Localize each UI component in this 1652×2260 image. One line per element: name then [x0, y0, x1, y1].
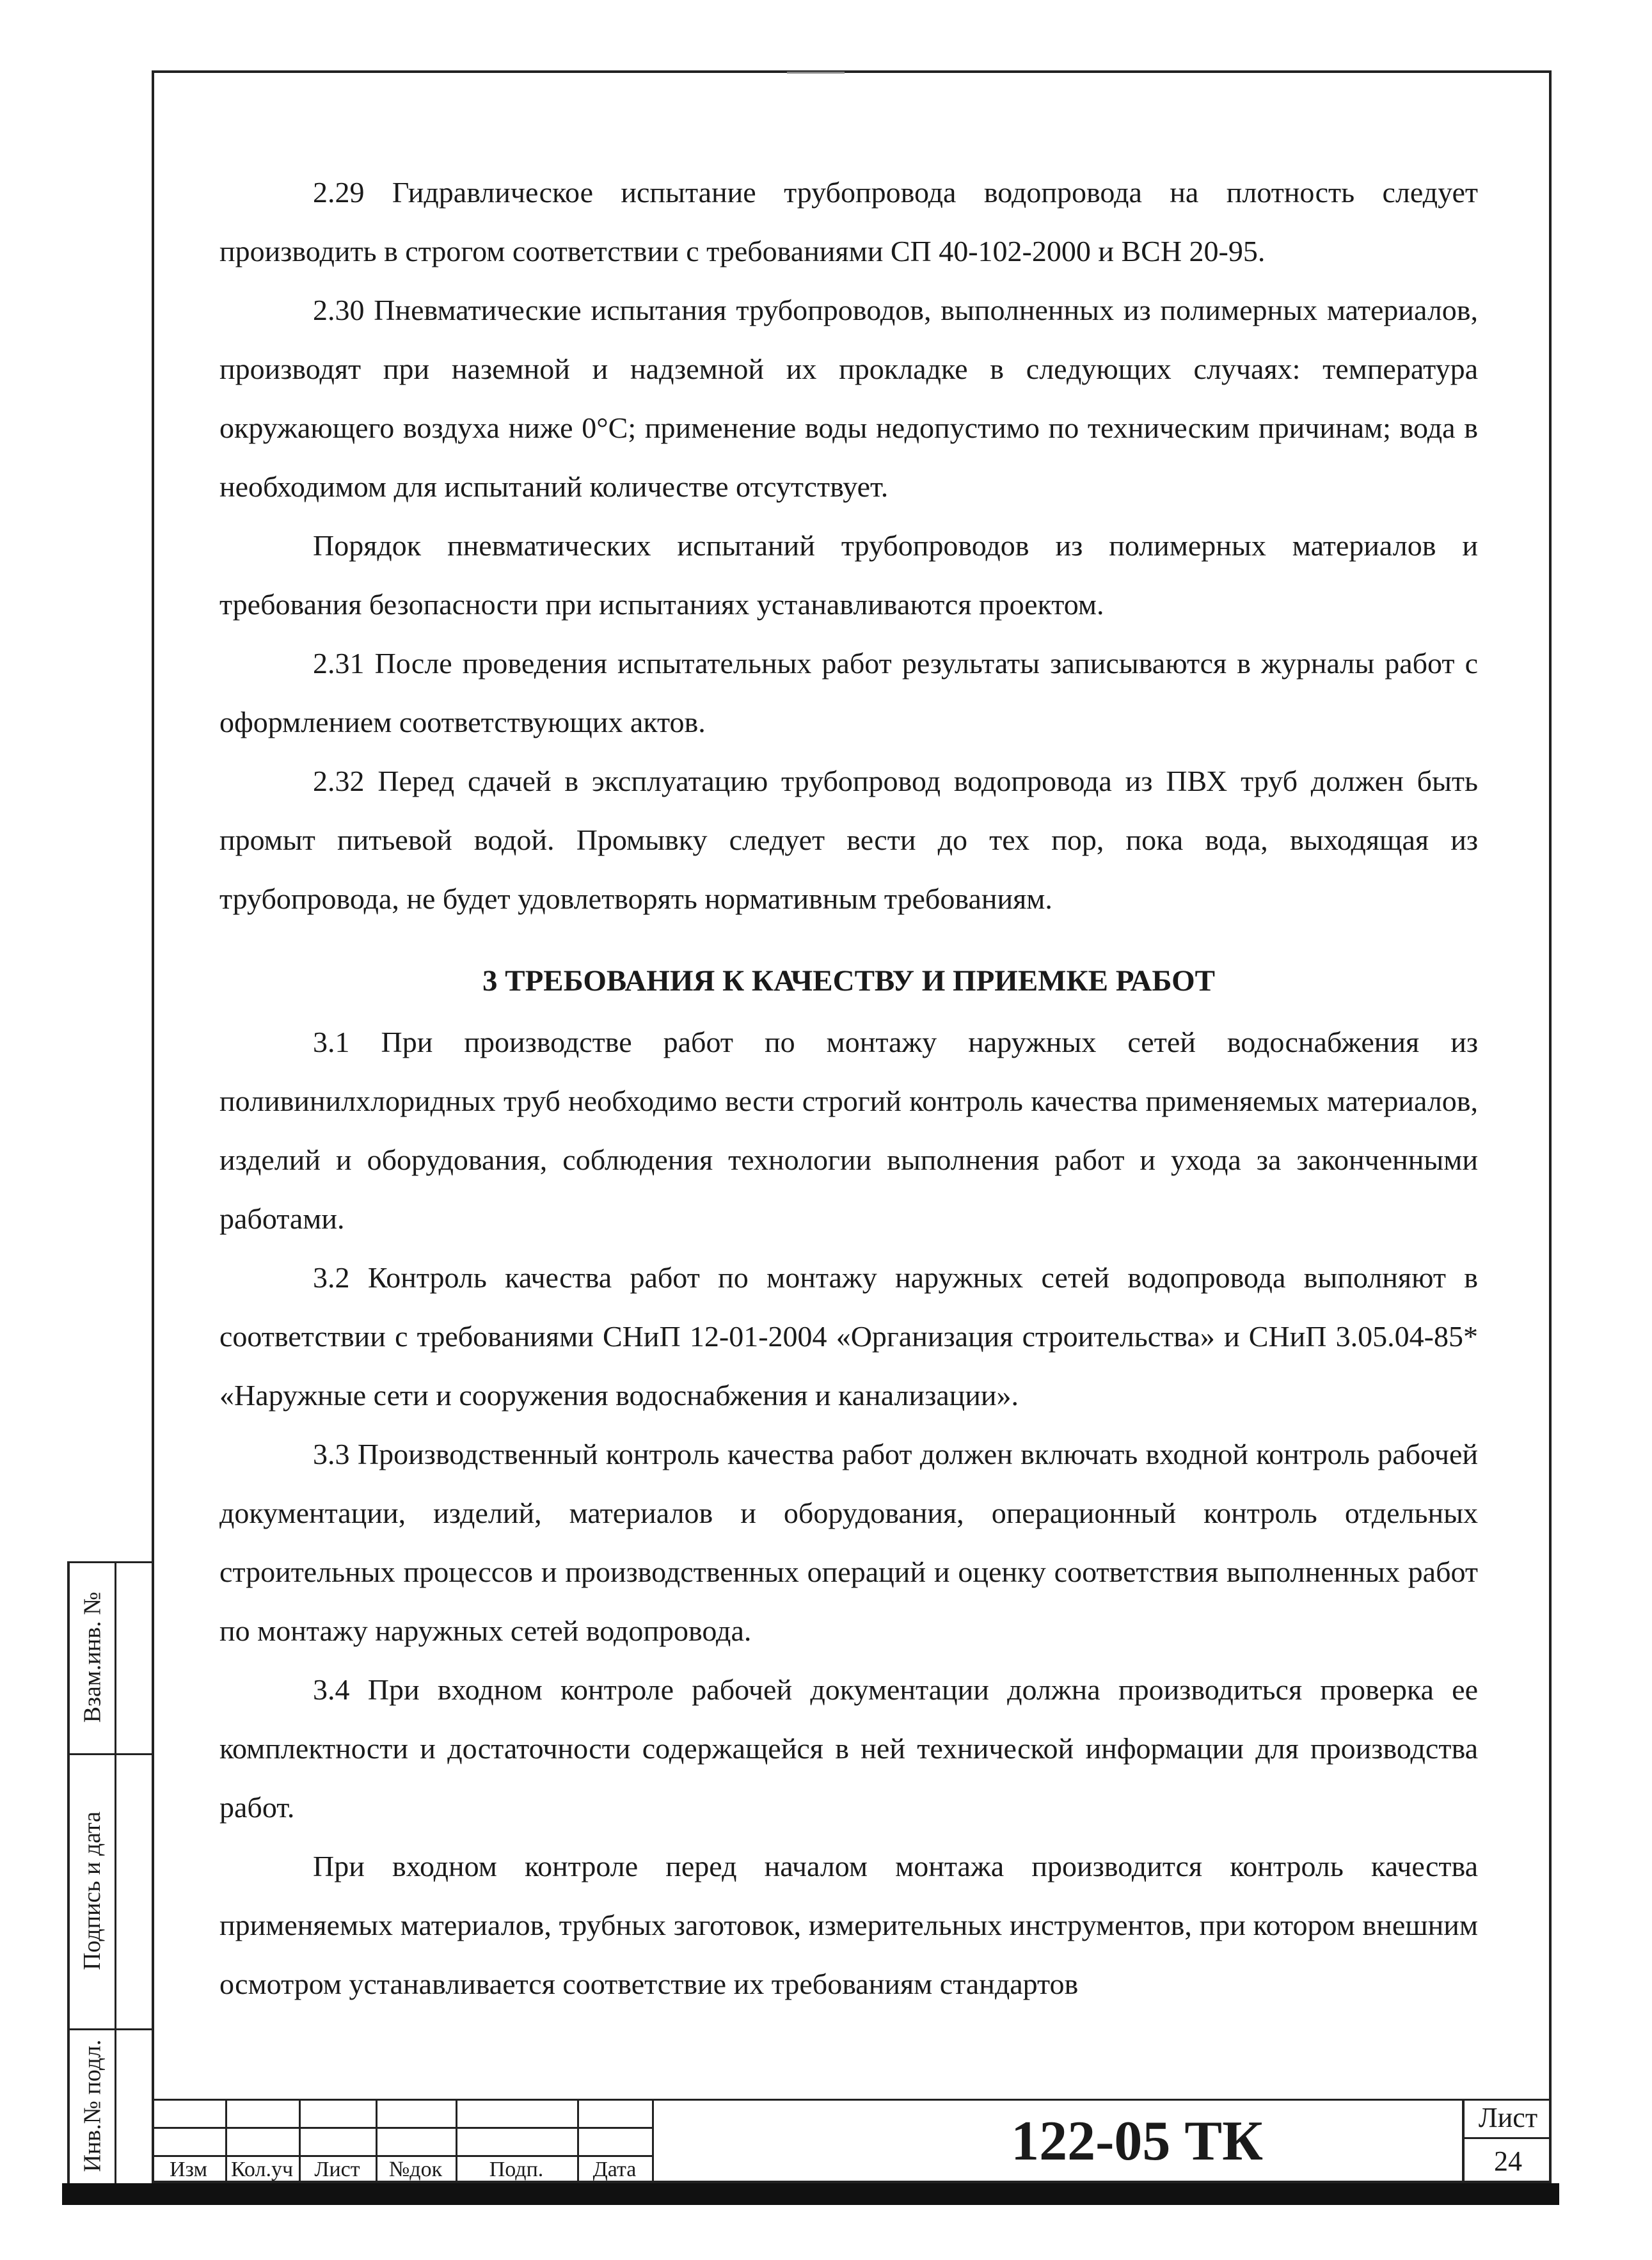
paragraph-3-4: 3.4 При входном контроле рабочей документации должна производиться проверка ее комплектности и достаточности содержащейся в ней технической информации для производства работ. [219, 1673, 1478, 1824]
replace-inv-cell [70, 1561, 115, 1753]
binding-strip [67, 1561, 152, 2183]
paragraph-input-control: При входном контроле перед началом монтажа производится контроль качества применяемых материалов, трубных заготовок, измерительных инструментов, при котором внешним осмотром устанавливается соответствие их требованиям стандартов [219, 1850, 1478, 2000]
signature-date-label: Подпись и дата [79, 1811, 106, 1971]
sheet-label: Лист [1478, 2102, 1538, 2133]
sheet-divider [1465, 2137, 1552, 2139]
signature-date-cell [70, 1753, 115, 2028]
title-block [152, 2099, 1552, 2183]
col-podp: Подп. [489, 2158, 544, 2181]
paragraph-3-3: 3.3 Производственный контроль качества работ должен включать входной контроль рабочей документации, изделий, материалов и оборудования, операционный контроль отдельных строительных процессов и производственных операций и оценку соответствия выполненных работ по монтажу наружных сетей водопровода. [219, 1438, 1478, 1647]
revision-grid [152, 2099, 654, 2183]
paragraph-2-29: 2.29 Гидравлическое испытание трубопровода водопровода на плотность следует производить в строгом соответствии с требованиями СП 40-102-2000 и ВСН 20-95. [219, 176, 1478, 267]
sheet-box [1462, 2099, 1552, 2183]
col-data: Дата [592, 2158, 637, 2181]
original-inv-cell [70, 2028, 115, 2183]
document-code: 122-05 ТК [1011, 2110, 1263, 2172]
replace-inv-label: Взам.инв. № [79, 1591, 106, 1723]
paragraph-3-2: 3.2 Контроль качества работ по монтажу наружных сетей водопровода выполняют в соответствии с требованиями СНиП 12-01-2004 «Организация строительства» и СНиП 3.05.04-85* «Наружные сети и сооружения водоснабжения и канализации». [219, 1261, 1478, 1412]
col-izm: Изм [169, 2158, 208, 2181]
bottom-bar [62, 2183, 1559, 2205]
col-list: Лист [314, 2158, 360, 2181]
strip-divider [115, 1561, 116, 2183]
grid-line [652, 2099, 654, 2183]
paragraph-2-31: 2.31 После проведения испытательных работ результаты записываются в журналы работ с оформлением соответствующих актов. [219, 647, 1478, 738]
paragraph-3-1: 3.1 При производстве работ по монтажу наружных сетей водоснабжения из поливинилхлоридных труб необходимо вести строгий контроль качества применяемых материалов, изделий и оборудования, соблюдения технологии выполнения работ и ухода за законченными работами. [219, 1026, 1478, 1235]
col-kol-uch: Кол.уч [230, 2158, 294, 2181]
col-ndok: №док [388, 2158, 443, 2181]
paragraph-2-30: 2.30 Пневматические испытания трубопроводов, выполненных из полимерных материалов, производят при наземной и надземной их прокладке в следующих случаях: температура окружающего воздуха ниже 0°С; применение воды недопустимо по техническим причинам; вода в необходимом для испытаний количестве отсутствует. [219, 294, 1478, 503]
original-inv-label: Инв.№ подл. [79, 2039, 106, 2172]
sheet-number: 24 [1494, 2145, 1522, 2177]
top-mark [787, 72, 845, 74]
paragraph-2-32: 2.32 Перед сдачей в эксплуатацию трубопровод водопровода из ПВХ труб должен быть промыт питьевой водой. Промывку следует вести до тех пор, пока вода, выходящая из трубопровода, не будет удовлетворять нормативным требованиям. [219, 765, 1478, 915]
paragraph-pneumatic-order: Порядок пневматических испытаний трубопроводов из полимерных материалов и требования безопасности при испытаниях устанавливаются проектом. [219, 529, 1478, 621]
section-heading: 3 ТРЕБОВАНИЯ К КАЧЕСТВУ И ПРИЕМКЕ РАБОТ [482, 964, 1216, 998]
document-body [219, 163, 1478, 2014]
